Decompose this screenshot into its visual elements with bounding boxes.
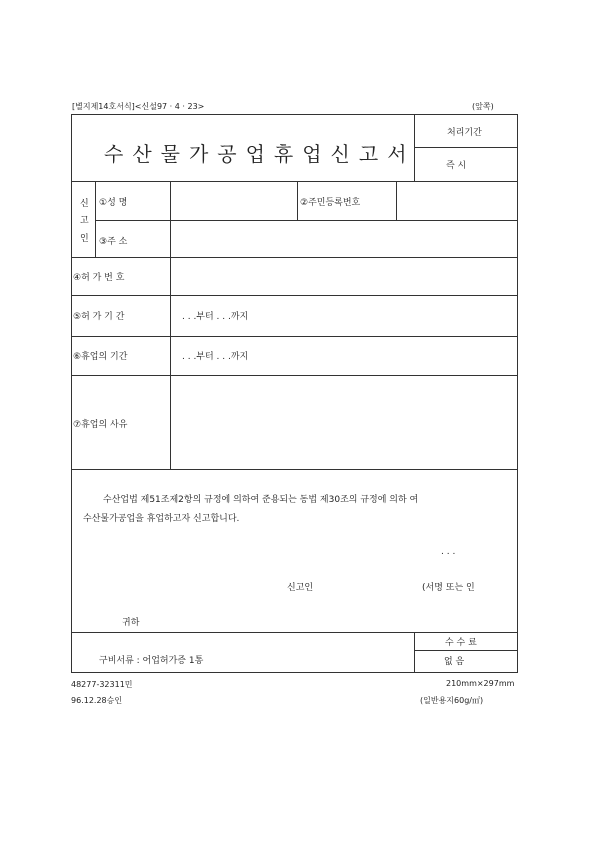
name-label: ①성 명: [99, 198, 128, 208]
statement-line-2: 수산물가공업을 휴업하고자 신고합니다.: [83, 514, 240, 524]
addressee: 귀하: [122, 618, 140, 628]
permit-period-field[interactable]: . . .부터 . . .까지: [182, 312, 249, 322]
applicant-label-char-3: 인: [80, 234, 89, 244]
address-label: ③주 소: [99, 237, 128, 247]
closure-period-label: ⑥휴업의 기간: [73, 352, 128, 362]
rule-fee-left: [414, 632, 415, 672]
rule-title-bottom: [71, 181, 518, 182]
rule-processing: [414, 147, 518, 148]
name-field[interactable]: [172, 183, 295, 218]
permit-period-label: ⑤허 가 기 간: [73, 312, 125, 322]
rule-resident-left: [297, 181, 298, 220]
rule-name: [95, 220, 518, 221]
paper-size: 210mm×297mm: [446, 679, 515, 688]
applicant-label-char-1: 신: [80, 199, 89, 209]
closure-reason-field[interactable]: [172, 377, 514, 467]
approval-date: 96.12.28승인: [71, 696, 123, 705]
applicant-sign-label: 신고인: [287, 583, 314, 593]
rule-permit-period: [71, 336, 518, 337]
rule-label-col: [170, 181, 171, 469]
fee-value: 없 음: [444, 657, 465, 667]
fee-label: 수 수 료: [445, 638, 477, 648]
required-documents: 구비서류 : 어업허가증 1통: [99, 656, 204, 666]
rule-fee: [414, 650, 518, 651]
permit-number-field[interactable]: [172, 259, 514, 293]
processing-period-value: 즉 시: [446, 161, 467, 171]
date-line[interactable]: . . .: [441, 547, 456, 557]
rule-address: [71, 257, 518, 258]
signature-note: (서명 또는 인: [422, 583, 475, 593]
rule-closure-period: [71, 375, 518, 376]
rule-applicant-col: [95, 181, 96, 257]
form-number: [별지제14호서식]<신설97 · 4 · 23>: [72, 102, 205, 111]
resident-number-label: ②주민등록번호: [300, 198, 361, 208]
applicant-label-char-2: 고: [80, 216, 89, 226]
statement-line-1: 수산업법 제51조제2항의 규정에 의하여 준용되는 동법 제30조의 규정에 의하 여: [103, 495, 419, 505]
rule-reason: [71, 469, 518, 470]
rule-resident-right: [396, 181, 397, 220]
resident-number-field[interactable]: [398, 183, 514, 218]
closure-period-field[interactable]: . . .부터 . . .까지: [182, 352, 249, 362]
address-field[interactable]: [172, 222, 514, 255]
rule-statement: [71, 632, 518, 633]
closure-reason-label: ⑦휴업의 사유: [73, 420, 128, 430]
permit-number-label: ④허 가 번 호: [73, 273, 125, 283]
processing-period-label: 처리기간: [447, 128, 482, 138]
page-side: (앞쪽): [472, 102, 494, 111]
form-code: 48277-32311민: [71, 680, 133, 689]
rule-permit-no: [71, 295, 518, 296]
form-title: 수산물가공업휴업신고서: [104, 142, 416, 166]
paper-type: (일반용지60g/㎡): [420, 696, 484, 705]
